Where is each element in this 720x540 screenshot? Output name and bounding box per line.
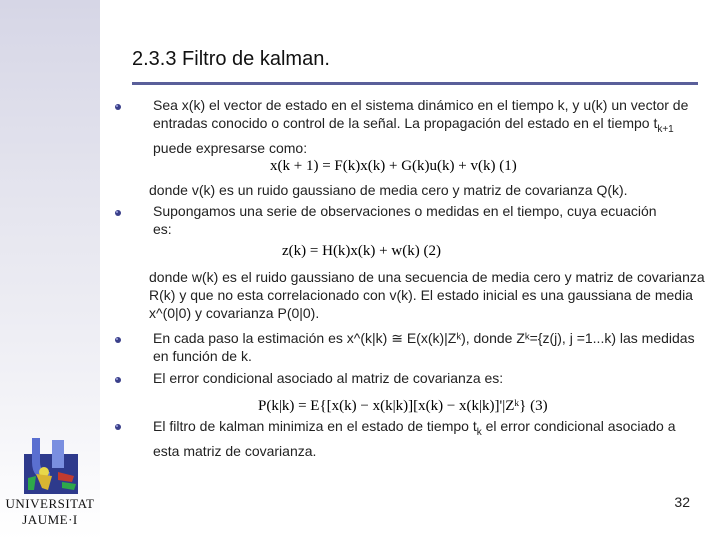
bullet-icon [114,376,122,384]
title-divider [132,82,698,85]
bullet-text-5 [153,417,693,460]
bullet-icon [114,103,122,111]
bullet-icon [114,336,122,344]
bullet-5-subscript: k [476,426,482,438]
bullet-5-body: El filtro de kalman minimiza en el estado de tiempo t [153,418,477,434]
bullet-5-tail: el error condicional asociado a esta matriz de covarianza. [153,418,676,459]
bullet-text-2: Supongamos una serie de observaciones o medidas en el tiempo, cuya ecuación es: [153,203,657,237]
formula-1: x(k + 1) = F(k)x(k) + G(k)u(k) + v(k) (1) [270,158,517,174]
formula-2: z(k) = H(k)x(k) + w(k) (2) [282,243,441,259]
bullet-text-4: El error condicional asociado al matriz de covarianza es: [153,370,504,386]
bullet-1-tail: puede expresarse como: [153,139,308,156]
bullet-icon [114,209,122,217]
text-after-formula-2: donde w(k) es el ruido gaussiano de una secuencia de media cero y matriz de covarianza R(k) y que no esta correlacionado con v(k). El estado inicial es una gaussiana de media x^(0|0) y covarianza P(0|0). [149,269,705,321]
bullet-1-body: Sea x(k) el vector de estado en el sistema dinámico en el tiempo k, y u(k) un vector de entradas conocido o control de la señal. La propagación del estado en el tiempo t [153,97,689,131]
formula-3: P(k|k) = E{[x(k) − x(k|k)][x(k) − x(k|k)]'|Zᵏ} (3) [258,398,548,414]
page-number: 32 [674,494,690,510]
university-logo [22,432,80,494]
bullet-text-1 [153,96,703,157]
bullet-text-3: En cada paso la estimación es x^(k|k) ≅ E(x(k)|Zᵏ), donde Zᵏ={z(j), j =1...k) las medidas en función de k. [153,330,695,364]
bullet-1-subscript: k+1 [657,123,674,135]
page-title: 2.3.3 Filtro de kalman. [132,48,330,70]
university-name-line2: JAUME·I [22,512,78,527]
university-name-line1: UNIVERSITAT [5,496,95,511]
bullet-icon [114,423,122,431]
text-after-formula-1: donde v(k) es un ruido gaussiano de media cero y matriz de covarianza Q(k). [149,182,628,198]
